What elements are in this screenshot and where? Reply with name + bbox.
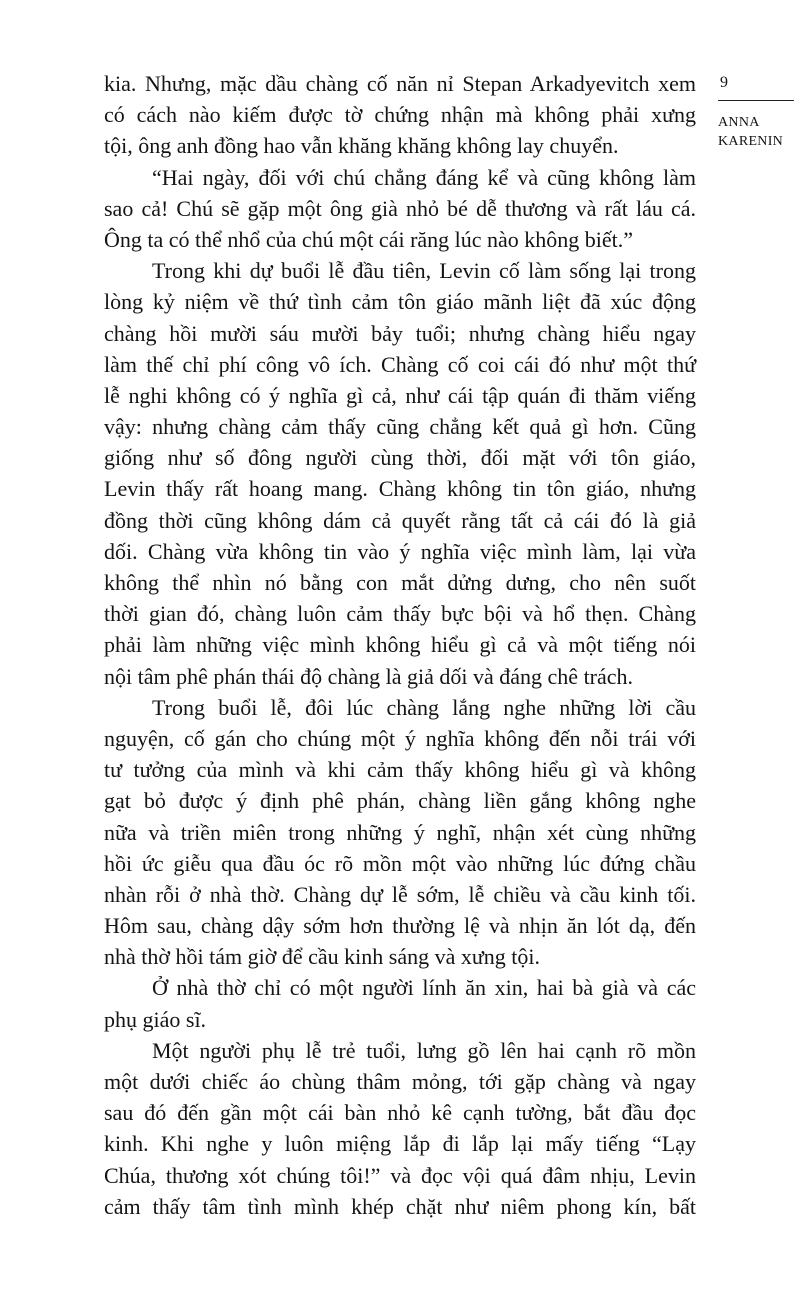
page-number: 9 <box>720 74 728 91</box>
text-line: Trong buổi lễ, đôi lúc chàng lắng nghe những lời cầu <box>152 694 696 720</box>
text-line: Một người phụ lễ trẻ tuổi, lưng gồ lên hai cạnh rõ mồn <box>152 1037 696 1063</box>
text-line: nội tâm phê phán thái độ chàng là giả dối và đáng chê trách. <box>104 663 634 689</box>
text-line: đồng thời cũng không dám cả quyết rằng tất cả cái đó là giả <box>104 507 696 533</box>
text-line: tư tưởng của mình và khi cảm thấy không hiểu gì và không <box>104 757 696 783</box>
text-line: nhà thờ hồi tám giờ để cầu kinh sáng và xưng tội. <box>104 944 541 970</box>
text-line: phụ giáo sĩ. <box>104 1006 207 1032</box>
text-line: nguyện, cố gán cho chúng một ý nghĩa không đến nỗi trái với <box>104 725 696 751</box>
text-line: giống như số đông người cùng thời, đối mặt với tôn giáo, <box>104 445 696 471</box>
running-title-line-2: KARENIN <box>718 134 784 149</box>
text-line: gạt bỏ được ý định phê phán, chàng liền gắng không nghe <box>104 788 696 814</box>
text-line: phải làm những việc mình không hiểu gì cả và một tiếng nói <box>104 632 696 658</box>
text-line: kia. Nhưng, mặc dầu chàng cố năn nỉ Stepan Arkadyevitch xem <box>104 71 696 96</box>
text-line: Trong khi dự buổi lễ đầu tiên, Levin cố làm sống lại trong <box>152 258 696 284</box>
header-rule <box>718 100 794 101</box>
text-line: Ở nhà thờ chỉ có một người lính ăn xin, hai bà già và các <box>152 975 696 1001</box>
text-line: cảm thấy tâm tình mình khép chặt như niêm phong kín, bất <box>104 1193 696 1219</box>
text-line: sau đó đến gần một cái bàn nhỏ kê cạnh tường, bắt đầu đọc <box>104 1100 696 1126</box>
text-line: một dưới chiếc áo chùng thâm mỏng, tới gặp chàng và ngay <box>104 1069 696 1094</box>
text-line: thời gian đó, chàng luôn cảm thấy bực bội và hổ thẹn. Chàng <box>104 601 696 627</box>
text-line: Hôm sau, chàng dậy sớm hơn thường lệ và nhịn ăn lót dạ, đến <box>104 913 696 939</box>
text-line: “Hai ngày, đối với chú chẳng đáng kể và cũng không làm <box>152 164 696 190</box>
text-line: Levin thấy rất hoang mang. Chàng không tin tôn giáo, nhưng <box>104 476 696 502</box>
text-line: có cách nào kiếm được tờ chứng nhận mà không phải xưng <box>104 102 696 128</box>
text-line: lòng kỷ niệm về thứ tình cảm tôn giáo mãnh liệt đã xúc động <box>104 289 696 315</box>
text-line: hồi ức giễu qua đầu óc rõ mồn một vào những lúc đứng chầu <box>104 850 696 876</box>
text-line: tội, ông anh đồng hao vẫn khăng khăng không lay chuyển. <box>104 133 619 159</box>
running-title-line-1: ANNA <box>718 115 760 130</box>
text-line: vậy: nhưng chàng cảm thấy cũng chẳng kết quả gì hơn. Cũng <box>104 414 696 440</box>
text-line: không thể nhìn nó bằng con mắt dửng dưng, cho nên suốt <box>104 570 696 595</box>
text-line: chàng hồi mười sáu mười bảy tuổi; nhưng chàng hiểu ngay <box>104 320 696 346</box>
text-line: làm thế chỉ phí công vô ích. Chàng cố coi cái đó như một thứ <box>104 351 696 377</box>
text-line: lễ nghi không có ý nghĩa gì cả, như cái tập quán đi thăm viếng <box>104 382 696 408</box>
text-line: Ông ta có thể nhổ của chú một cái răng lúc nào không biết.” <box>104 226 634 252</box>
text-line: nữa và triền miên trong những ý nghĩ, nhận xét cùng những <box>104 819 696 845</box>
body-text <box>104 68 696 1222</box>
text-line: Chúa, thương xót chúng tôi!” và đọc vội quá đâm nhịu, Levin <box>104 1162 696 1188</box>
text-line: nhàn rỗi ở nhà thờ. Chàng dự lễ sớm, lễ chiều và cầu kinh tối. <box>104 881 696 907</box>
running-title <box>718 113 800 151</box>
text-line: dối. Chàng vừa không tin vào ý nghĩa việc mình làm, lại vừa <box>104 538 696 564</box>
text-line: kinh. Khi nghe y luôn miệng lắp đi lắp lại mấy tiếng “Lạy <box>104 1131 696 1157</box>
text-line: sao cả! Chú sẽ gặp một ông già nhỏ bé dễ thương và rất láu cá. <box>104 195 696 221</box>
